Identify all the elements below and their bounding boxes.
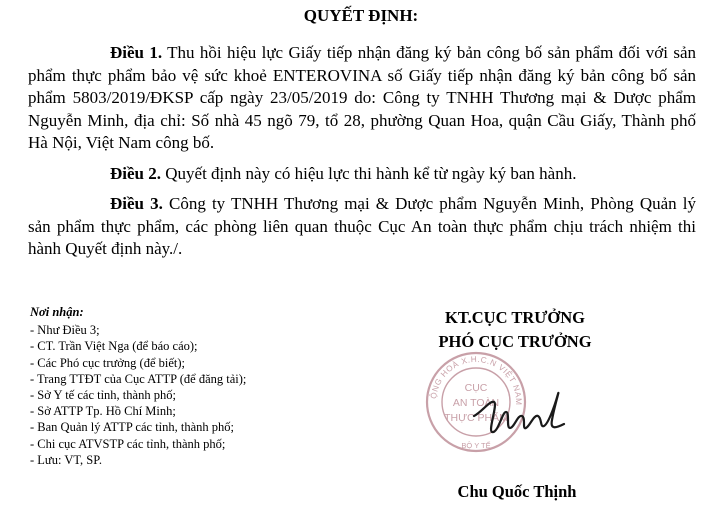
recipient-item: - CT. Trần Việt Nga (để báo cáo); — [30, 339, 198, 354]
article-2 — [28, 163, 696, 186]
stamp-center-line3: THỰC PHẨM — [444, 412, 508, 424]
article-3-text: Công ty TNHH Thương mại & Dược phẩm Nguyễn Minh, Phòng Quản lý sản phẩm thực phẩm, các phòng liên quan thuộc Cục An toàn thực phẩm chịu trách nhiệm thi hành Quyết định này./. — [28, 194, 697, 258]
signer-title-line1: KT.CỤC TRƯỞNG — [445, 308, 585, 327]
decision-title: QUYẾT ĐỊNH: — [303, 6, 419, 25]
stamp-ring-text: ỘNG HOÀ X.H.C.N VIỆT NAM — [429, 354, 524, 406]
stamp-center-line2: AN TOÀN — [452, 397, 500, 409]
recipient-item: - Sở Y tế các tỉnh, thành phố; — [30, 388, 176, 403]
recipient-item: - Chi cục ATVSTP các tỉnh, thành phố; — [30, 436, 226, 451]
decision-body — [28, 42, 696, 269]
recipients-heading: Nơi nhận: — [30, 305, 84, 319]
handwritten-signature — [468, 386, 578, 446]
recipient-item: - Trang TTĐT của Cục ATTP (để đăng tải); — [30, 371, 247, 386]
article-2-text: Quyết định này có hiệu lực thi hành kể từ ngày ký ban hành. — [161, 163, 577, 183]
recipient-item: - Sở ATTP Tp. Hồ Chí Minh; — [30, 404, 176, 419]
signer-name: Chu Quốc Thịnh — [457, 482, 577, 501]
stamp-center-line1: CỤC — [464, 382, 488, 394]
recipient-item: - Lưu: VT, SP. — [30, 452, 102, 467]
signer-title-line2: PHÓ CỤC TRƯỞNG — [438, 332, 592, 351]
article-1 — [28, 42, 696, 155]
article-1-text: Thu hồi hiệu lực Giấy tiếp nhận đăng ký bản công bố sản phẩm đối với sản phẩm thực phẩm bảo vệ sức khoẻ ENTEROVINA số Giấy tiếp nhận đăng ký bản công bố sản phẩm 5803/2019/ĐKSP cấp ngày 23/05/2019 do: Công ty TNHH Thương mại & Dược phẩm Nguyễn Minh, địa chỉ: Số nhà 45 ngõ 79, tổ 28, phường Quan Hoa, quận Cầu Giấy, Thành phố Hà Nội, Việt Nam công bố. — [28, 43, 697, 152]
recipient-item: - Như Điều 3; — [30, 323, 100, 338]
stamp-bottom-text: BỘ Y TẾ — [461, 441, 491, 450]
recipients-list — [30, 304, 370, 468]
recipient-item: - Các Phó cục trưởng (để biết); — [30, 355, 186, 370]
article-3-label: Điều 3. — [110, 194, 163, 213]
signature-block — [390, 306, 640, 354]
recipient-item: - Ban Quản lý ATTP các tỉnh, thành phố; — [30, 420, 235, 435]
article-1-label: Điều 1. — [110, 43, 163, 62]
article-3 — [28, 193, 696, 261]
article-2-label: Điều 2. — [110, 163, 161, 183]
